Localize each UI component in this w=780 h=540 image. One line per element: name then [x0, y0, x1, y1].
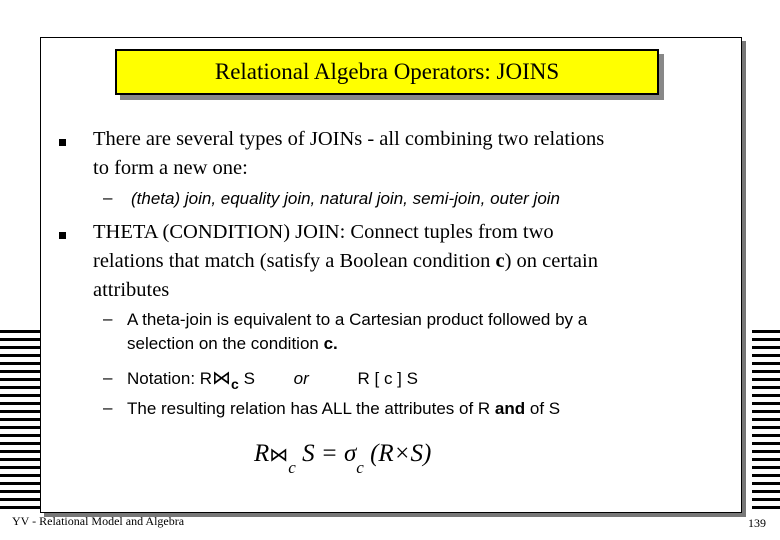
resulting-relation-line: The resulting relation has ALL the attributes of R and of S	[127, 399, 561, 418]
bullet2-line2: relations that match (satisfy a Boolean condition c) on certain	[93, 250, 598, 272]
footer-course-label: YV - Relational Model and Algebra	[12, 514, 185, 528]
right-decor-lines	[752, 330, 780, 516]
bullet1-line1: There are several types of JOINs - all combining two relations	[93, 128, 605, 150]
bullet2-line1: THETA (CONDITION) JOIN: Connect tuples from two	[93, 221, 554, 243]
bullet2-line3: attributes	[93, 279, 170, 301]
dash: –	[103, 398, 113, 417]
bullet-marker-2	[59, 232, 66, 239]
theta-join-desc-line2: selection on the condition c.	[127, 334, 338, 353]
join-types-list: (theta) join, equality join, natural join, semi-join, outer join	[131, 189, 561, 208]
page-number: 139	[748, 516, 766, 530]
slide-title: Relational Algebra Operators: JOINS	[115, 49, 659, 95]
theta-join-formula: $R⋈_c$ $S = \sigma_c$ (R×S)	[254, 440, 432, 477]
notation-line: Notation: $R⋈_c$ S or R [ c ] S	[127, 368, 418, 392]
theta-join-desc-line1: A theta-join is equivalent to a Cartesian product followed by a	[127, 310, 588, 329]
bullet-marker-1	[59, 139, 66, 146]
dash: –	[103, 368, 113, 387]
left-decor-lines	[0, 330, 40, 516]
dash: –	[103, 188, 113, 207]
dash: –	[103, 309, 113, 328]
bullet1-line2: to form a new one:	[93, 157, 248, 179]
